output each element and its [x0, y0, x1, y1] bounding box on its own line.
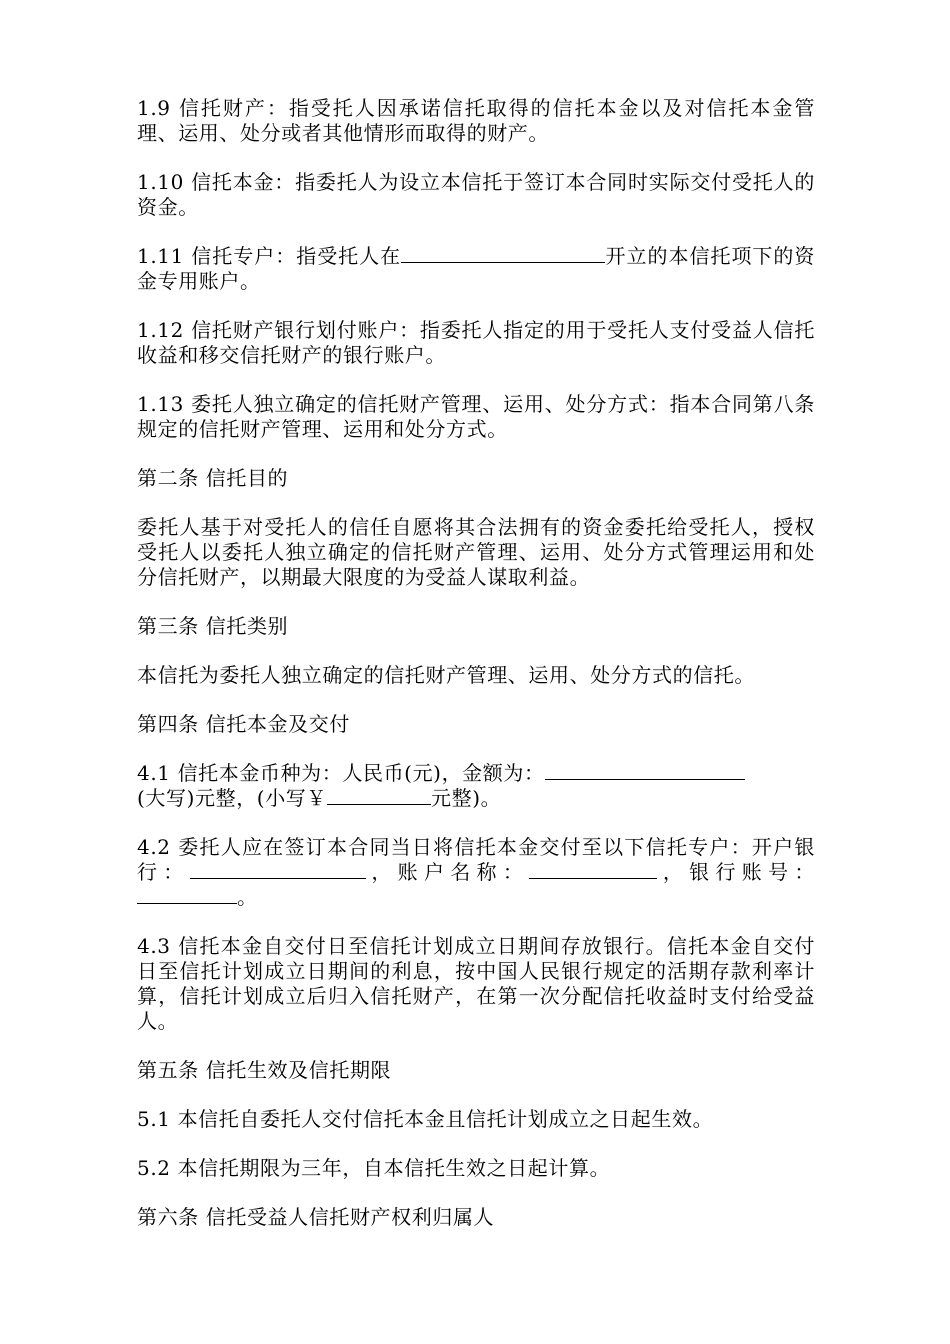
- clause-4-2-text-d: 。: [237, 885, 258, 909]
- blank-line-opening-bank: [190, 860, 366, 879]
- clause-1-11-text-a: 1.11 信托专户：指受托人在: [137, 244, 402, 268]
- document-body: [137, 96, 815, 1254]
- blank-line-account-name: [529, 860, 657, 879]
- article-3-body: 本信托为委托人独立确定的信托财产管理、运用、处分方式的信托。: [137, 663, 755, 687]
- clause-4-3: 4.3 信托本金自交付日至信托计划成立日期间存放银行。信托本金自交付日至信托计划成立日期间的利息，按中国人民银行规定的活期存款利率计算，信托计划成立后归入信托财产，在第一次分配信托收益时支付给受益人。: [137, 934, 815, 1033]
- clause-1-11-text-b: 开立的本信托项下的资金专用账户。: [137, 244, 816, 293]
- clause-5-1: 5.1 本信托自委托人交付信托本金且信托计划成立之日起生效。: [137, 1107, 714, 1131]
- clause-4-1-text-a: 4.1 信托本金币种为：人民币(元)，金额为：: [137, 761, 545, 785]
- article-2-body: 委托人基于对受托人的信任自愿将其合法拥有的资金委托给受托人，授权受托人以委托人独立确定的信托财产管理、运用、处分方式管理运用和处分信托财产，以期最大限度的为受益人谋取利益。: [137, 515, 815, 589]
- clause-5-2: 5.2 本信托期限为三年，自本信托生效之日起计算。: [137, 1156, 611, 1180]
- blank-line-bank: [401, 244, 605, 263]
- blank-line-amount-figures: [327, 786, 431, 805]
- blank-line-amount-words: [545, 761, 745, 780]
- clause-1-11: [137, 244, 815, 294]
- clause-4-1-text-b: (大写)元整，(小写￥: [137, 786, 328, 810]
- clause-4-2-text-a: 4.2 委托人应在签订本合同当日将信托本金交付至以下信托专户：开户银行：: [137, 835, 815, 884]
- clause-4-1: [137, 761, 815, 811]
- article-5-heading: 第五条 信托生效及信托期限: [137, 1058, 392, 1082]
- clause-1-10: 1.10 信托本金：指委托人为设立本信托于签订本合同时实际交付受托人的资金。: [137, 170, 815, 219]
- clause-4-2-text-c: ，银行账号：: [657, 860, 816, 884]
- article-2-heading: 第二条 信托目的: [137, 466, 289, 490]
- clause-1-13: 1.13 委托人独立确定的信托财产管理、运用、处分方式：指本合同第八条规定的信托财产管理、运用和处分方式。: [137, 392, 815, 441]
- clause-1-12: 1.12 信托财产银行划付账户：指委托人指定的用于受托人支付受益人信托收益和移交信托财产的银行账户。: [137, 318, 815, 367]
- article-3-heading: 第三条 信托类别: [137, 614, 289, 638]
- clause-4-2: [137, 835, 815, 910]
- clause-4-1-text-c: 元整)。: [431, 786, 502, 810]
- blank-line-account-number: [137, 885, 237, 904]
- article-6-heading: 第六条 信托受益人信托财产权利归属人: [137, 1205, 495, 1229]
- clause-1-9: 1.9 信托财产：指受托人因承诺信托取得的信托本金以及对信托本金管理、运用、处分或者其他情形而取得的财产。: [137, 96, 815, 145]
- clause-4-2-text-b: ，账户名称：: [365, 860, 530, 884]
- article-4-heading: 第四条 信托本金及交付: [137, 712, 350, 736]
